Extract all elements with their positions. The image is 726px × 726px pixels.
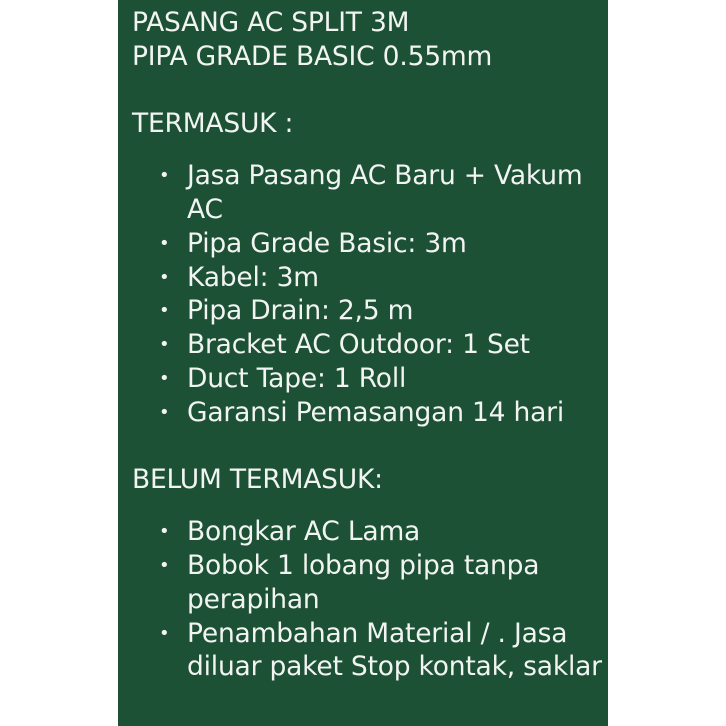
list-item-line: AC (187, 193, 223, 225)
included-item-cable (132, 261, 602, 295)
bullet-icon: • (159, 554, 170, 576)
bullet-icon: • (159, 521, 170, 543)
included-list (132, 159, 602, 429)
spacer (132, 430, 602, 464)
list-item-line: Bracket AC Outdoor: 1 Set (187, 329, 530, 361)
list-item-line: Bobok 1 lobang pipa tanpa (187, 549, 540, 581)
bullet-icon: • (159, 165, 170, 187)
spacer (132, 74, 602, 108)
included-item-warranty (132, 396, 602, 430)
bullet-icon: • (159, 334, 170, 356)
included-item-duct-tape (132, 362, 602, 396)
package-description (132, 6, 602, 684)
list-item-line: perapihan (187, 583, 320, 615)
included-heading: TERMASUK : (132, 108, 294, 140)
excluded-item-wall-hole (132, 549, 602, 617)
excluded-item-dismantle (132, 515, 602, 549)
included-item-pipe (132, 227, 602, 261)
title-line-2: PIPA GRADE BASIC 0.55mm (132, 40, 493, 72)
included-item-drain-pipe (132, 294, 602, 328)
bullet-icon: • (159, 367, 170, 389)
excluded-list (132, 515, 602, 684)
list-item-line: Jasa Pasang AC Baru + Vakum (187, 160, 583, 192)
list-item-line: Pipa Grade Basic: 3m (187, 227, 467, 259)
spacer (132, 141, 602, 159)
list-item-line: Duct Tape: 1 Roll (187, 362, 407, 394)
list-item-line: Kabel: 3m (187, 261, 319, 293)
spacer (132, 497, 602, 515)
excluded-item-extra-material (132, 617, 602, 685)
excluded-heading: BELUM TERMASUK: (132, 464, 383, 496)
included-item-install-vacuum (132, 159, 602, 227)
info-panel (118, 0, 608, 726)
bullet-icon: • (159, 232, 170, 254)
list-item-line: Penambahan Material / . Jasa (187, 617, 568, 649)
bullet-icon: • (159, 300, 170, 322)
list-item-line: Pipa Drain: 2,5 m (187, 295, 414, 327)
title-line-1: PASANG AC SPLIT 3M (132, 7, 410, 38)
bullet-icon: • (159, 401, 170, 423)
included-item-bracket (132, 328, 602, 362)
list-item-line: diluar paket Stop kontak, saklar (187, 651, 602, 683)
list-item-line: Garansi Pemasangan 14 hari (187, 396, 565, 428)
bullet-icon: • (159, 266, 170, 288)
list-item-line: Bongkar AC Lama (187, 516, 421, 548)
bullet-icon: • (159, 622, 170, 644)
